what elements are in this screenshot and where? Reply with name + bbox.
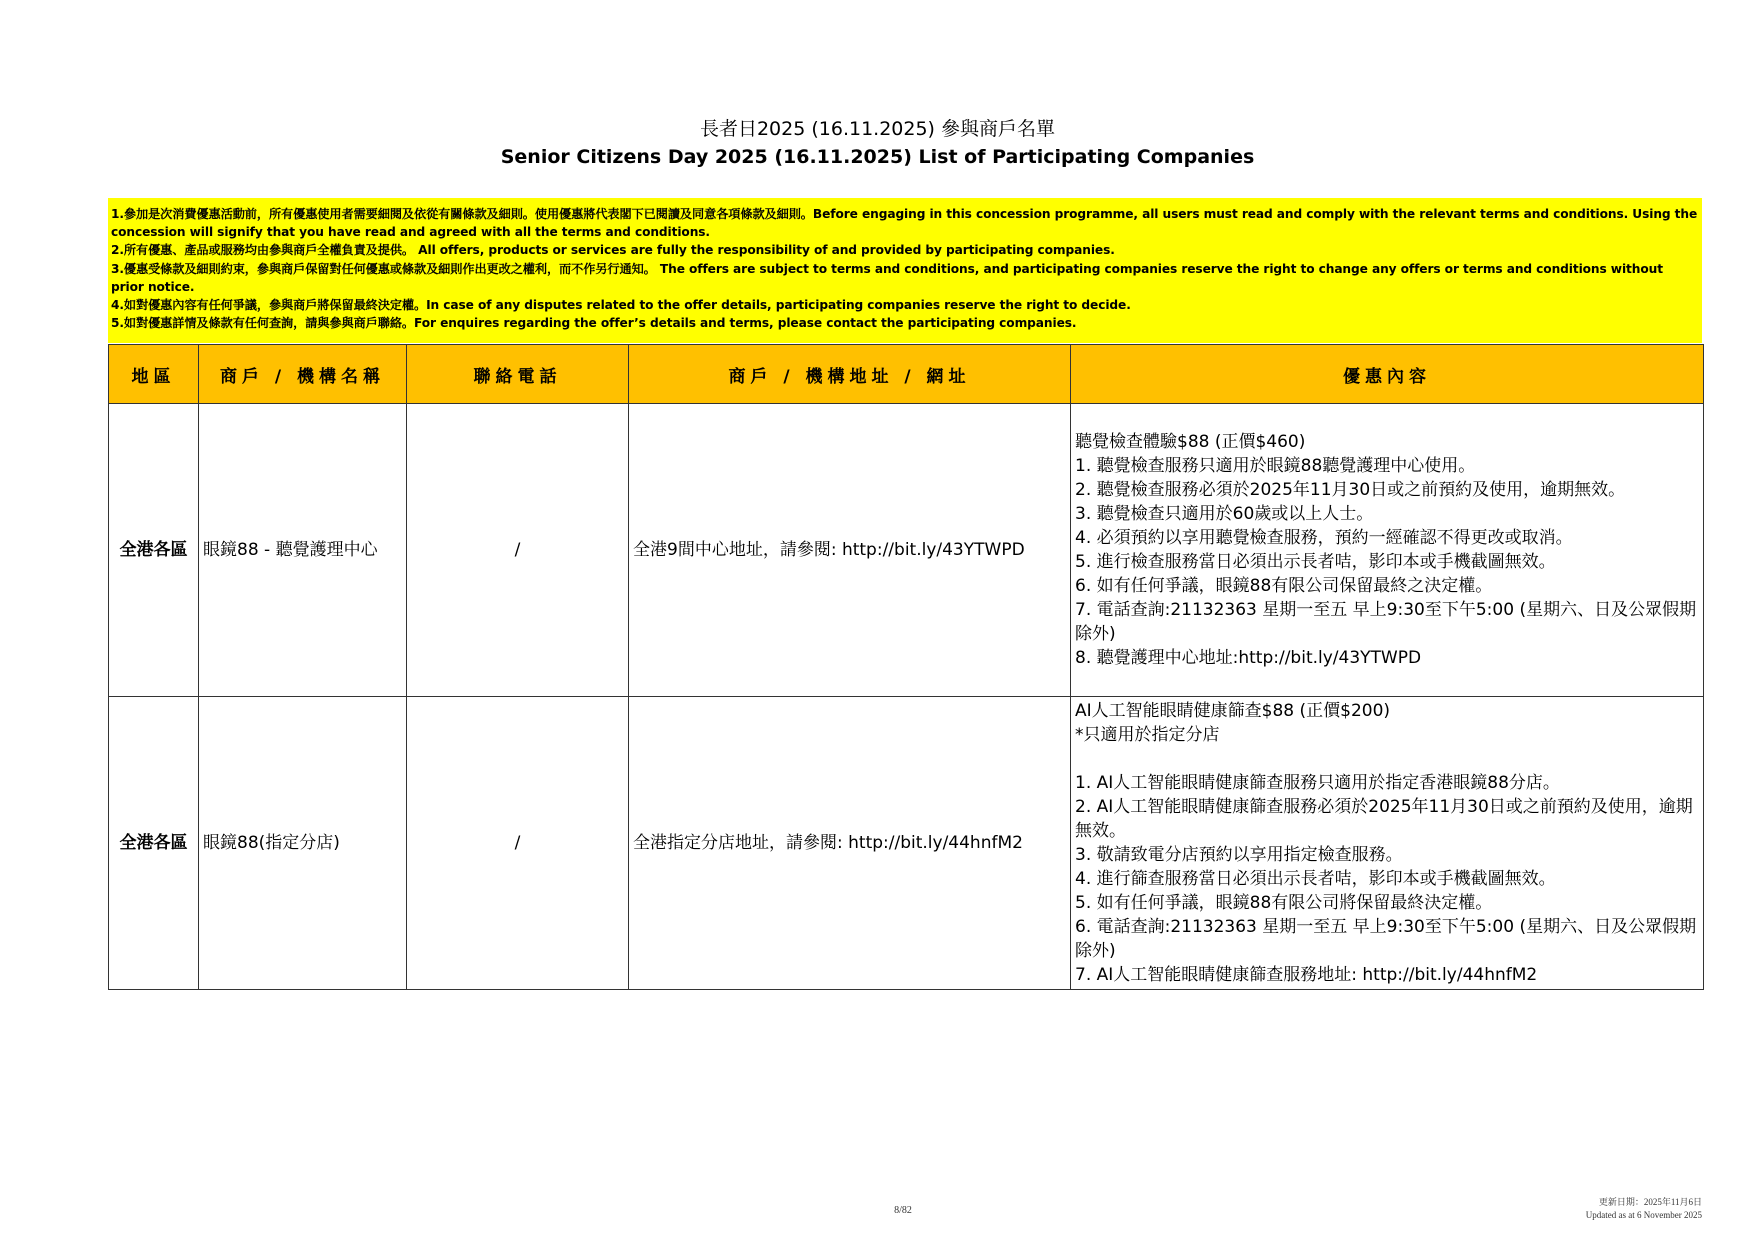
cell-offer	[1071, 404, 1704, 697]
cell-company: 眼鏡88(指定分店)	[199, 697, 407, 990]
offer-line: 4. 必須預約以享用聽覺檢查服務，預約一經確認不得更改或取消。	[1075, 528, 1573, 548]
table-row	[109, 404, 1704, 697]
updated-date-english: Updated as at 6 November 2025	[1585, 1210, 1702, 1220]
updated-date-chinese: 更新日期：2025年11月6日	[1598, 1197, 1702, 1207]
cell-phone: /	[407, 404, 629, 697]
cell-region: 全港各區	[109, 404, 199, 697]
header-address: 商戶 / 機構地址 / 網址	[629, 345, 1071, 404]
offer-line: 5. 如有任何爭議，眼鏡88有限公司將保留最終決定權。	[1075, 893, 1493, 913]
offer-line: 7. 電話查詢:21132363 星期一至五 早上9:30至下午5:00 (星期六、日及公眾假期除外)	[1075, 600, 1697, 644]
terms-notice	[108, 198, 1702, 343]
page-number: 8/82	[894, 1205, 912, 1216]
cell-company: 眼鏡88 - 聽覺護理中心	[199, 404, 407, 697]
offer-line: 3. 聽覺檢查只適用於60歲或以上人士。	[1075, 504, 1374, 524]
title-english: Senior Citizens Day 2025 (16.11.2025) List of Participating Companies	[500, 146, 1255, 168]
offer-line: 4. 進行篩查服務當日必須出示長者咭，影印本或手機截圖無效。	[1075, 869, 1556, 889]
offer-line: AI人工智能眼睛健康篩查$88 (正價$200)	[1075, 701, 1391, 721]
notice-item-4: 4.如對優惠內容有任何爭議，參與商戶將保留最終決定權。In case of any disputes related to the offer details, participating companies reserve the right to decide.	[111, 298, 1131, 313]
table-header-row	[109, 345, 1704, 404]
title-chinese: 長者日2025 (16.11.2025) 參與商戶名單	[699, 118, 1056, 140]
header-region: 地區	[109, 345, 199, 404]
page-title	[0, 116, 1755, 170]
offer-line: 2. AI人工智能眼睛健康篩查服務必須於2025年11月30日或之前預約及使用，逾期無效。	[1075, 797, 1693, 841]
table-row	[109, 697, 1704, 990]
offer-line: 6. 電話查詢:21132363 星期一至五 早上9:30至下午5:00 (星期六、日及公眾假期除外)	[1075, 917, 1697, 961]
participating-companies-table	[108, 344, 1704, 990]
header-phone: 聯絡電話	[407, 345, 629, 404]
cell-phone: /	[407, 697, 629, 990]
offer-line: 1. AI人工智能眼睛健康篩查服務只適用於指定香港眼鏡88分店。	[1075, 773, 1560, 793]
cell-offer	[1071, 697, 1704, 990]
updated-date	[1586, 1196, 1702, 1222]
cell-address: 全港指定分店地址，請參閱: http://bit.ly/44hnfM2	[629, 697, 1071, 990]
offer-line: *只適用於指定分店	[1075, 725, 1220, 745]
notice-item-5: 5.如對優惠詳情及條款有任何查詢，請與參與商戶聯絡。For enquires regarding the offer’s details and terms, please contact the participating companies.	[111, 316, 1077, 331]
header-offer: 優惠內容	[1071, 345, 1704, 404]
offer-line: 8. 聽覺護理中心地址:http://bit.ly/43YTWPD	[1075, 648, 1422, 668]
offer-line: 3. 敬請致電分店預約以享用指定檢查服務。	[1075, 845, 1403, 865]
notice-item-1: 1.參加是次消費優惠活動前，所有優惠使用者需要細閱及依從有關條款及細則。使用優惠將代表閣下已閱讀及同意各項條款及細則。Before engaging in this concession programme, all users must read and comply with the relevant terms and conditions. Using the concession will signify that you have read and agreed with all the terms and conditions.	[111, 207, 1698, 240]
offer-line: 5. 進行檢查服務當日必須出示長者咭，影印本或手機截圖無效。	[1075, 552, 1556, 572]
offer-line: 聽覺檢查體驗$88 (正價$460)	[1075, 432, 1306, 452]
cell-region: 全港各區	[109, 697, 199, 990]
offer-line: 1. 聽覺檢查服務只適用於眼鏡88聽覺護理中心使用。	[1075, 456, 1476, 476]
notice-item-2: 2.所有優惠、產品或服務均由參與商戶全權負責及提供。 All offers, products or services are fully the responsibility of and provided by participating companies.	[111, 243, 1115, 258]
offer-line: 6. 如有任何爭議，眼鏡88有限公司保留最終之決定權。	[1075, 576, 1493, 596]
notice-item-3: 3.優惠受條款及細則約束，參與商戶保留對任何優惠或條款及細則作出更改之權利，而不作另行通知。 The offers are subject to terms and conditions, and participating companies reserve the right to change any offers or terms and conditions without prior notice.	[111, 261, 1663, 294]
offer-blank-line	[1075, 747, 1699, 771]
cell-address: 全港9間中心地址，請參閱: http://bit.ly/43YTWPD	[629, 404, 1071, 697]
offer-line: 7. AI人工智能眼睛健康篩查服務地址: http://bit.ly/44hnfM2	[1075, 965, 1538, 985]
offer-line: 2. 聽覺檢查服務必須於2025年11月30日或之前預約及使用，逾期無效。	[1075, 480, 1626, 500]
header-company: 商戶 / 機構名稱	[199, 345, 407, 404]
